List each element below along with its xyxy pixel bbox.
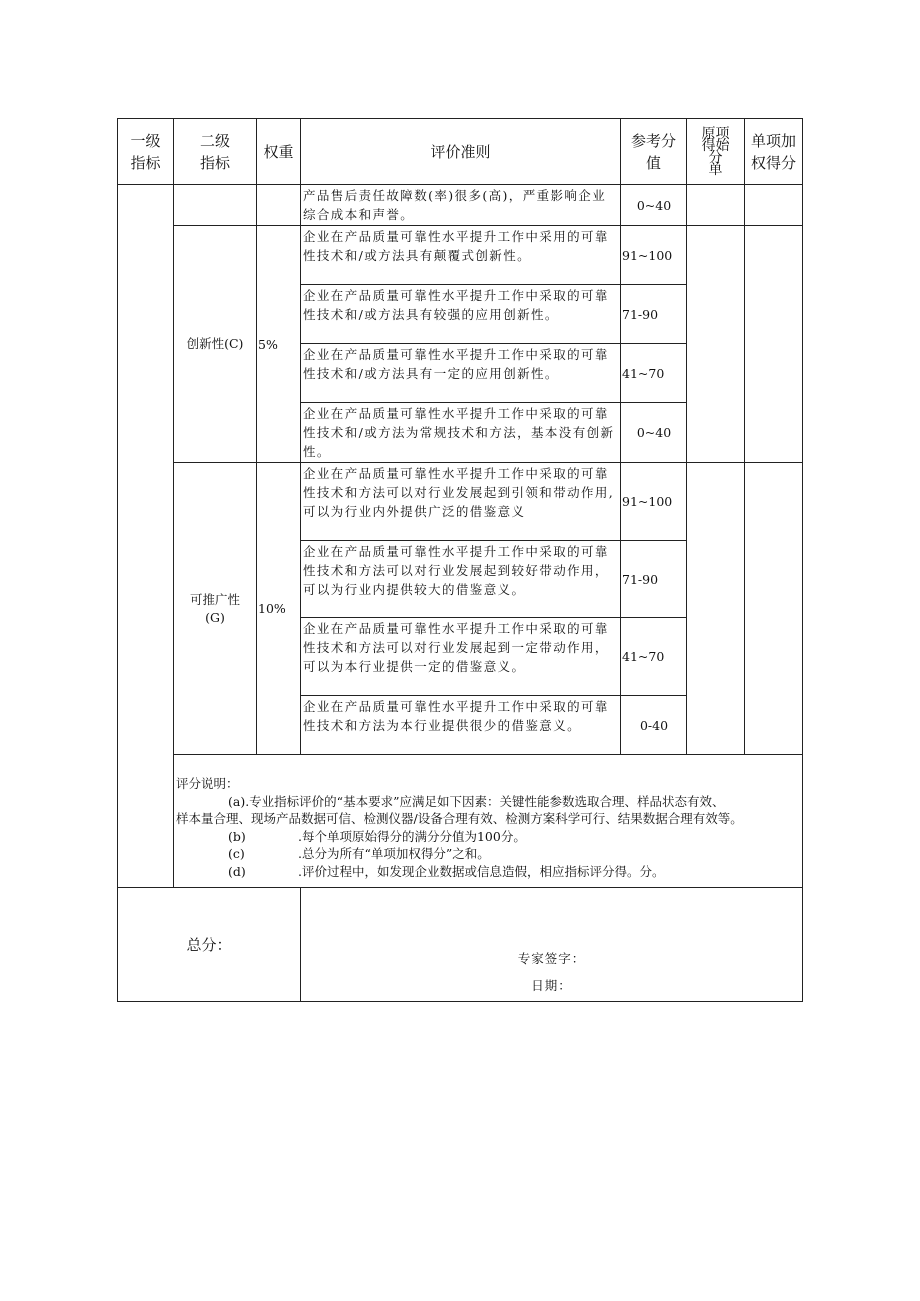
score-cell: 41~70 <box>621 344 687 403</box>
criteria-cell: 企业在产品质量可靠性水平提升工作中采用的可靠性技术和/或方法具有颠覆式创新性。 <box>301 226 621 285</box>
scoring-notes <box>174 755 803 888</box>
innovation-indicator: 创新性(C) <box>174 226 257 463</box>
level1-cell <box>118 185 174 888</box>
header-weighted-score: 单项加 权得分 <box>745 119 803 185</box>
criteria-cell: 企业在产品质量可靠性水平提升工作中采取的可靠性技术和方法可以对行业发展起到一定带动作用，可以为本行业提供一定的借鉴意义。 <box>301 618 621 696</box>
raw-score-input[interactable] <box>687 463 745 755</box>
weight-cell <box>257 185 301 226</box>
criteria-cell: 企业在产品质量可靠性水平提升工作中采取的可靠性技术和方法可以对行业发展起到较好带动作用，可以为行业内提供较大的借鉴意义。 <box>301 541 621 618</box>
level2-cell <box>174 185 257 226</box>
date-label: 日期： <box>531 978 572 993</box>
signature-area[interactable] <box>301 888 803 1002</box>
weighted-score-input[interactable] <box>745 226 803 463</box>
header-ref-score: 参考分 值 <box>621 119 687 185</box>
promotion-weight: 10% <box>257 463 301 755</box>
total-row <box>118 888 803 1002</box>
table-row <box>118 185 803 226</box>
header-raw-score: 原项 得始 分 单 <box>687 119 745 185</box>
note-a-continued: 样本量合理、现场产品数据可信、检测仪器/设备合理有效、检测方案科学可行、结果数据合理有效等。 <box>176 811 743 826</box>
raw-score-input[interactable] <box>687 185 745 226</box>
criteria-cell: 产品售后责任故障数(率)很多(高)，严重影响企业综合成本和声誉。 <box>301 185 621 226</box>
criteria-cell: 企业在产品质量可靠性水平提升工作中采取的可靠性技术和方法为本行业提供很少的借鉴意义。 <box>301 696 621 755</box>
innovation-weight: 5% <box>257 226 301 463</box>
score-cell: 0~40 <box>621 403 687 463</box>
header-level1: 一级 指标 <box>118 119 174 185</box>
criteria-cell: 企业在产品质量可靠性水平提升工作中采取的可靠性技术和方法可以对行业发展起到引领和带动作用,可以为行业内外提供广泛的借鉴意义 <box>301 463 621 541</box>
total-score-label: 总分： <box>118 888 301 1002</box>
score-cell: 0~40 <box>621 185 687 226</box>
criteria-cell: 企业在产品质量可靠性水平提升工作中采取的可靠性技术和/或方法为常规技术和方法，基本没有创新性。 <box>301 403 621 463</box>
weighted-score-input[interactable] <box>745 185 803 226</box>
weighted-score-input[interactable] <box>745 463 803 755</box>
criteria-cell: 企业在产品质量可靠性水平提升工作中采取的可靠性技术和/或方法具有较强的应用创新性。 <box>301 285 621 344</box>
header-row <box>118 119 803 185</box>
score-cell: 41~70 <box>621 618 687 696</box>
note-d: (d) .评价过程中，如发现企业数据或信息造假，相应指标评分得。分。 <box>228 863 665 879</box>
note-b: (b) .每个单项原始得分的满分分值为100分。 <box>228 828 526 844</box>
signature-label: 专家签字： <box>517 951 586 966</box>
header-level2: 二级 指标 <box>174 119 257 185</box>
criteria-cell: 企业在产品质量可靠性水平提升工作中采取的可靠性技术和/或方法具有一定的应用创新性。 <box>301 344 621 403</box>
notes-row <box>118 755 803 888</box>
evaluation-table <box>117 118 803 1002</box>
header-weight: 权重 <box>257 119 301 185</box>
note-c: (c) .总分为所有“单项加权得分”之和。 <box>228 846 490 861</box>
note-a: (a).专业指标评价的“基本要求”应满足如下因素：关键性能参数选取合理、样品状态有效、 <box>228 793 725 809</box>
table-row <box>118 226 803 285</box>
score-cell: 71-90 <box>621 541 687 618</box>
notes-title: 评分说明： <box>176 776 239 791</box>
score-cell: 0-40 <box>621 696 687 755</box>
header-criteria: 评价准则 <box>301 119 621 185</box>
raw-score-input[interactable] <box>687 226 745 463</box>
score-cell: 91~100 <box>621 463 687 541</box>
table-row <box>118 463 803 541</box>
promotion-indicator: 可推广性 (G) <box>174 463 257 755</box>
score-cell: 91~100 <box>621 226 687 285</box>
score-cell: 71-90 <box>621 285 687 344</box>
